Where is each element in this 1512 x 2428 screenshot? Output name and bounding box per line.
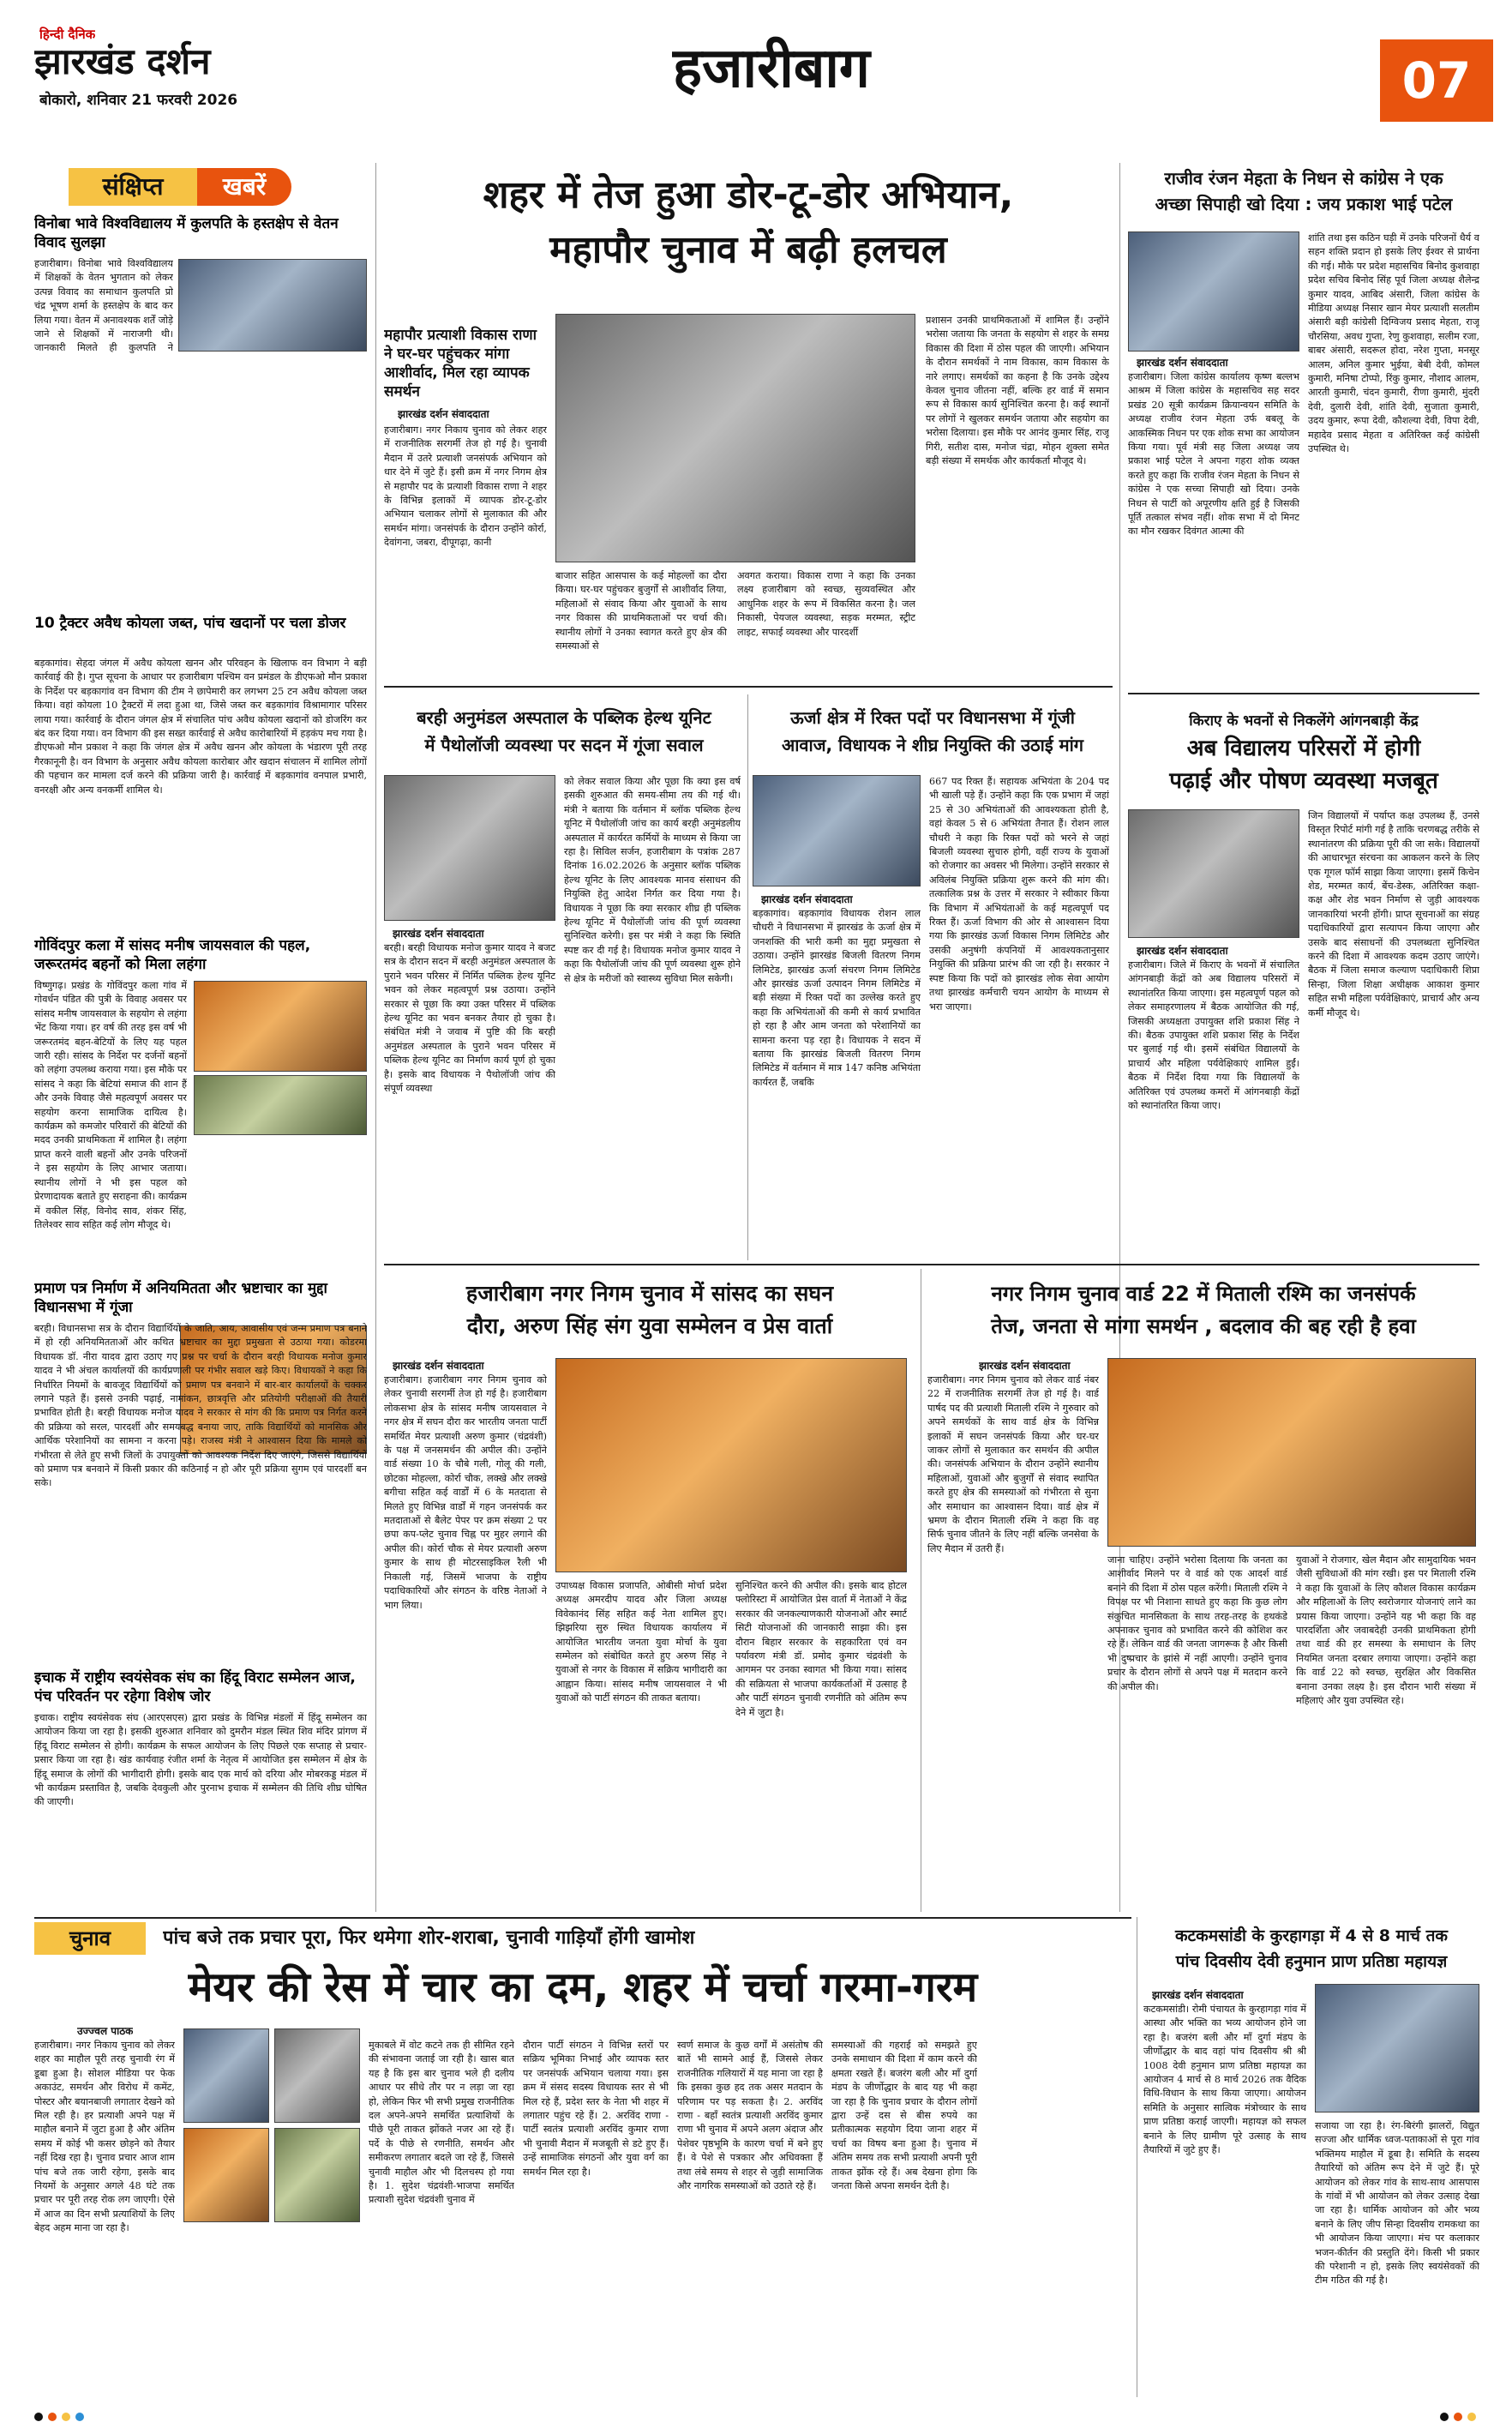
lead-headline-1: शहर में तेज हुआ डोर-टू-डोर अभियान, [483,173,1014,217]
brand-name: झारखंड दर्शन [34,40,211,82]
briefs-column [34,159,369,1908]
ticker-label: चुनाव [34,1922,146,1955]
mayor-col-3: दौरान पार्टी संगठन ने विभिन्न स्तरों पर सक्रिय भूमिका निभाई और व्यापक स्तर पर जनसंपर्क अभियान चलाया गया। इस क्रम में संसद सदस्य विधायक स्तर से भी मिल रहे हैं, प्रदेश स्तर के नेता भी शहर में लगातार पहुंच रहे हैं। 2. अरविंद राणा - पार्टी स्वतंत्र प्रत्याशी अरविंद कुमार राणा भी चुनावी मैदान में मजबूती से डटे हुए हैं। उन्हें सामाजिक संगठनों और युवा वर्ग का समर्थन मिल रहा है। [523,2040,669,2178]
anganwadi-headline-2: पढ़ाई और पोषण व्यवस्था मजबूत [1169,768,1438,794]
section-rule [384,1264,1479,1265]
footer-dot [34,2413,43,2421]
barhi-headline-2: में पैथोलॉजी व्यवस्था पर सदन में गूंजा सवाल [424,735,704,755]
mayor-byline: उज्ज्वल पाठक [77,2025,134,2037]
sansad-col-2: उपाध्यक्ष विकास प्रजापति, ओबीसी मोर्चा प्रदेश अध्यक्ष अमरदीप यादव और जिला अध्यक्ष विवेकानंद सिंह सहित कई नेता शामिल हुए। झिझरिया सुरु स्थित विधायक कार्यालय में आयोजित भारतीय जनता युवा मोर्चा के युवा सम्मेलन को संबोधित करते हुए अरुण सिंह ने युवाओं से नगर के विकास में सक्रिय भागीदारी का आह्वान किया। सांसद मनीष जायसवाल ने भी युवाओं को पार्टी संगठन की ताकत बताया। [555,1580,727,1704]
energy-byline: झारखंड दर्शन संवाददाता [761,893,853,905]
section-rule [34,1917,1131,1919]
mayor-col-4: स्वर्ण समाज के कुछ वर्गों में असंतोष की बातें भी सामने आई हैं, जिससे लेकर राजनीतिक गलियारों में यह माना जा रहा है कि इसका कुछ हद तक असर मतदान के परिणाम पर पड़ सकता है। 2. अरविंद राणा - बहाँ स्वतंत्र प्रत्याशी अरविंद कुमार राणा भी चुनाव में अपने अलग अंदाज और पेशेवर पृष्ठभूमि के कारण चर्चा में बने हुए हैं। वे पेशे से पत्रकार और अधिवक्ता हैं तथा लंबे समय से शहर से जुड़ी सामाजिक और नागरिक समस्याओं को उठाते रहे हैं। [677,2040,823,2192]
brief-photo [194,981,367,1072]
sansad-byline: झारखंड दर्शन संवाददाता [393,1360,484,1372]
briefs-label-b: खबरें [197,168,291,206]
kataka-photo [1315,1984,1479,2112]
energy-photo [753,775,921,886]
section-rule [384,686,1113,688]
footer-dot [48,2413,57,2421]
mitali-col-3: युवाओं ने रोजगार, खेल मैदान और सामुदायिक भवन जैसी सुविधाओं की मांग रखी। इस पर मिताली रश्मि ने कहा कि युवाओं के लिए कौशल विकास कार्यक्रम और महिलाओं के लिए स्वरोजगार योजनाएं लाने का प्रयास किया जाएगा। उन्होंने यह भी कहा कि वह पारदर्शिता और जवाबदेही उनकी प्राथमिकता होगी तथा वार्ड की हर समस्या के समाधान के लिए नियमित जनता दरबार लगाया जाएगा। उन्होंने कहा कि वार्ड 22 को स्वच्छ, सुरक्षित और विकसित बनाना उनका लक्ष्य है। इस दौरान भारी संख्या में महिलाएं और युवा उपस्थित रहे। [1296,1554,1476,1707]
ticker-bar [34,1922,1131,1955]
footer-dot [1440,2413,1449,2421]
mayor-candidate-photo [183,2028,269,2123]
mitali-col-1: हजारीबाग। नगर निगम चुनाव को लेकर वार्ड नंबर 22 में राजनीतिक सरगर्मी तेज हो गई है। वार्ड पार्षद पद की प्रत्याशी मिताली रश्मि ने गुरुवार को अपने समर्थकों के साथ वार्ड क्षेत्र के विभिन्न इलाकों में सघन जनसंपर्क किया और घर-घर जाकर लोगों से मुलाकात कर समर्थन की अपील की। जनसंपर्क अभियान के दौरान उन्होंने स्थानीय महिलाओं, युवाओं और बुजुर्गों से संवाद स्थापित करते हुए क्षेत्र की समस्याओं को गंभीरता से सुना और समाधान का आश्वासन दिया। वार्ड क्षेत्र में भ्रमण के दौरान मिताली रश्मि ने कहा कि वह सिर्फ चुनाव जीतने के लिए नहीं बल्कि जनसेवा के लिए मैदान में उतरी हैं। [927,1374,1099,1554]
lead-headline-2: महापौर चुनाव में बढ़ी हलचल [549,228,947,272]
rajiv-story [1128,159,1479,691]
energy-col-1: बड़कागांव। बड़कागांव विधायक रोशन लाल चौधरी ने विधानसभा में झारखंड के ऊर्जा क्षेत्र में जनशक्ति की भारी कमी का मुद्दा प्रमुखता से उठाया। उन्होंने झारखंड बिजली वितरण निगम लिमिटेड, झारखंड ऊर्जा संचरण निगम लिमिटेड और झारखंड ऊर्जा उत्पादन निगम लिमिटेड में बड़ी संख्या में रिक्त पदों का उल्लेख करते हुए कहा कि अभियंताओं की कमी से कार्य प्रभावित हो रहा है और आम जनता को परेशानियों का सामना करना पड़ रहा है। विधायक ने सदन में बताया कि झारखंड बिजली वितरण निगम लिमिटेड में वर्तमान में मात्र 147 कनिष्ठ अभियंता कार्यरत हैं, जबकि [753,908,921,1088]
brief-body-continued [34,357,367,614]
mayor-candidate-photo [183,2128,269,2222]
energy-col-2: 667 पद रिक्त हैं। सहायक अभियंता के 204 पद भी खाली पड़े हैं। उन्होंने कहा कि एक प्रभाग में जहां 25 से 30 अभियंताओं की आवश्यकता होती है, वहां केवल 5 से 6 अभियंता तैनात हैं। रोशन लाल चौधरी ने कहा कि रिक्त पदों को भरने से जहां बिजली व्यवस्था सुचारु होगी, वहीं राज्य के युवाओं को रोजगार का अवसर भी मिलेगा। उन्होंने सरकार से अविलंब नियुक्ति प्रक्रिया शुरू करने की मांग की। तत्कालिक प्रश्न के उत्तर में सरकार ने स्वीकार किया कि विभाग में अभियंताओं के कई महत्वपूर्ण पद रिक्त हैं। ऊर्जा विभाग की ओर से आश्वासन दिया गया कि झारखंड ऊर्जा विकास निगम लिमिटेड और उसकी अनुषंगी कंपनियों में आवश्यकतानुसार नियुक्ति की प्रक्रिया प्रारंभ की जा रही है। सरकार ने स्पष्ट किया कि पदों को झारखंड लोक सेवा आयोग तथा झारखंड कर्मचारी चयन आयोग के माध्यम से भरा जाएगा। [929,776,1109,1013]
brief-title: इचाक में राष्ट्रीय स्वयंसेवक संघ का हिंदू विराट सम्मेलन आज, पंच परिवर्तन पर रहेगा विशेष जोर [34,1669,356,1705]
mayor-col-2: मुकाबले में वोट कटने तक ही सीमित रहने की संभावना जताई जा रही है। खास बात यह है कि इस बार चुनाव भले ही दलीय आधार पर सीधे तौर पर न लड़ा जा रहा हो, लेकिन फिर भी सभी प्रमुख राजनीतिक दल अपने-अपने समर्थित प्रत्याशियों के पीछे पूरी ताकत झोंकते नजर आ रहे हैं। पर्दे के पीछे से रणनीति, समर्थन और समीकरण लगातार बदले जा रहे हैं, जिससे चुनावी माहौल और भी दिलचस्प हो गया है। 1. सुदेश चंद्रवंशी-भाजपा समर्थित प्रत्याशी सुदेश चंद्रवंशी चुनाव में [369,2040,514,2206]
column-divider [747,694,748,1260]
sansad-headline-2: दौरा, अरुण सिंह संग युवा सम्मेलन व प्रेस वार्ता [466,1313,833,1338]
footer-dots [34,2413,1483,2423]
mitali-photo [1107,1358,1476,1547]
lead-col-2: बाजार सहित आसपास के कई मोहल्लों का दौरा किया। घर-घर पहुंचकर बुजुर्गों से आशीर्वाद लिया, महिलाओं से संवाद किया और युवाओं के साथ नगर विकास की प्राथमिकताओं पर चर्चा की। स्थानीय लोगों ने उनका स्वागत करते हुए क्षेत्र की समस्याओं से [555,570,727,652]
brief-photo [178,259,367,352]
mitali-headline-2: तेज, जनता से मांगा समर्थन , बदलाव की बह रही है हवा [991,1314,1416,1338]
brief-body: विष्णुगढ़। प्रखंड के गोविंदपुर कला गांव में गोवर्धन पंडित की पुत्री के विवाह अवसर पर सांसद मनीष जायसवाल के सहयोग से लहंगा भेंट किया गया। हर वर्ष की तरह इस वर्ष भी जरूरतमंद बहन-बेटियों के लिए यह पहल जारी रही। सांसद के निर्देश पर दर्जनों बहनों को लहंगा उपलब्ध कराया गया। इस मौके पर सांसद ने कहा कि बेटियां समाज की शान हैं और उनके विवाह जैसे महत्वपूर्ण अवसर पर सहयोग करना सामाजिक दायित्व है। कार्यक्रम को कमजोर परिवारों की बेटियों की मदद उनकी प्राथमिकता में शामिल है। लहंगा प्राप्त करने वाली बहनों और उनके परिजनों ने इस सहयोग के लिए आभार जताया। स्थानीय लोगों ने भी इस पहल को प्रेरणादायक बताते हुए सराहना की। कार्यक्रम में वकील सिंह, विनोद साव, शंकर सिंह, तिलेश्वर साव सहित कई लोग मौजूद थे। [34,980,187,1230]
dateline: बोकारो, शनिवार 21 फरवरी 2026 [39,92,238,109]
lead-subhead: महापौर प्रत्याशी विकास राणा ने घर-घर पहुंचकर मांगा आशीर्वाद, मिल रहा व्यापक समर्थन [384,327,537,400]
lead-byline: झारखंड दर्शन संवाददाता [398,408,489,420]
rajiv-right: शांति तथा इस कठिन घड़ी में उनके परिजनों धैर्य व सहन शक्ति प्रदान हो इसके लिए ईश्वर से प्रार्थना की गई। मौके पर प्रदेश महासचिव बिनोद कुशवाहा प्रदेश सचिव बिनोद सिंह पूर्व जिला अध्यक्ष शैलेन्द्र कुमार यादव, आबिद अंसारी, जिला कांग्रेस के मीडिया अध्यक्ष निसार खान मेयर प्रत्याशी सलतीम अंसारी बड़ी कांग्रेसी दिग्विजय प्रसाद मेहता, राजू चौरसिया, अवध गुप्ता, रेणु कुशवाहा, सलीम रजा, बाबर अंसारी, सदरूल होदा, नरेश गुप्ता, मनसूर आलम, अनिल कुमार भुईया, बेबी देवी, कोमल कुमारी, मनिषा टोप्पो, रिंकु कुमार, नौशाद आलम, आरती कुमारी, चंदन कुमारी, रीणा कुमारी, मुंदरी देवी, दुलारी देवी, शांति देवी, सुजाता कुमारी, उदय कुमार, रूपा देवी, कौशल्या देवी, विपा देवी, महादेव प्रसाद मेहता व अतिरिक्त कई कांग्रेसी उपस्थित थे। [1308,232,1479,455]
mitali-col-2: जाना चाहिए। उन्होंने भरोसा दिलाया कि जनता का आशीर्वाद मिलने पर वे वार्ड को एक आदर्श वार्ड बनाने की दिशा में ठोस पहल करेंगी। मिताली रश्मि ने विपक्ष पर भी निशाना साधते हुए कहा कि कुछ लोग संकुचित मानसिकता के साथ तरह-तरह के हथकंडे अपनाकर चुनाव को प्रभावित करने की कोशिश कर रहे हैं। लेकिन वार्ड की जनता जागरूक है और किसी भी दुष्प्रचार के झांसे में नहीं आएगी। उन्होंने चुनाव प्रचार के दौरान लोगों से अपने पक्ष में मतदान करने की अपील की। [1107,1554,1287,1692]
anganwadi-left: हजारीबाग। जिले में किराए के भवनों में संचालित आंगनबाड़ी केंद्रों को अब विद्यालय परिसरों में स्थानांतरित किया जाएगा। इस महत्वपूर्ण पहल को लेकर समाहरणालय में बैठक आयोजित की गई, जिसकी अध्यक्षता उपायुक्त शशि प्रकाश सिंह ने की। बैठक उपायुक्त शशि प्रकाश सिंह के निर्देश पर बुलाई गई थी। इसमें संबंधित विद्यालयों के प्राचार्य और महिला पर्यवेक्षिकाएं शामिल हुईं। बैठक में निर्देश दिया गया कि विद्यालयों के अतिरिक्त एवं उपलब्ध कमरों में आंगनबाड़ी केंद्रों को स्थानांतरित किया जाए। [1128,959,1299,1112]
mitali-byline: झारखंड दर्शन संवाददाता [979,1360,1071,1372]
brief-title: गोविंदपुर कला में सांसद मनीष जायसवाल की पहल, जरूरतमंद बहनों को मिला लहंगा [34,937,311,973]
brief-title: विनोबा भावे विश्वविद्यालय में कुलपति के हस्तक्षेप से वेतन विवाद सुलझा [34,215,339,251]
lead-story [384,159,1113,674]
column-divider [375,163,376,1912]
anganwadi-kicker: किराए के भवनों से निकलेंगे आंगनबाड़ी केंद्र [1189,712,1419,730]
mayor-candidate-photo [274,2128,360,2222]
sansad-col-3: सुनिश्चित करने की अपील की। इसके बाद होटल फ्लोरिस्टा में आयोजित प्रेस वार्ता में नेताओं ने केंद्र सरकार की जनकल्याणकारी योजनाओं और स्मार्ट सिटी योजनाओं की जानकारी साझा की। इस दौरान बिहार सरकार के सहकारिता एवं वन पर्यावरण मंत्री डॉ. प्रमोद कुमार चंद्रवंशी के आगमन पर उनका स्वागत भी किया गया। सांसद की सक्रियता से भाजपा कार्यकर्ताओं में उत्साह है और पार्टी संगठन चुनावी रणनीति को अंतिम रूप देने में जुटा है। [735,1580,907,1718]
kataka-col-2: सजाया जा रहा है। रंग-बिरंगी झालरों, विद्युत सज्जा और धार्मिक ध्वज-पताकाओं से पूरा गांव भक्तिमय माहौल में डूबा है। समिति के सदस्य तैयारियों को अंतिम रूप देने में जुटे हैं। पूरे आयोजन को लेकर गांव के साथ-साथ आसपास के गांवों में भी आयोजन को लेकर उत्साह देखा जा रहा है। धार्मिक आयोजन को और भव्य बनाने के लिए जीप सिन्हा दिवसीय रामकथा का भी आयोजन किया जाएगा। मंच पर कलाकार भजन-कीर्तन की प्रस्तुति देंगे। किसी भी प्रकार की परेशानी न हो, इसके लिए स्वयंसेवकों की टीम गठित की गई है। [1315,2120,1479,2287]
footer-dot [1467,2413,1476,2421]
barhi-headline-1: बरही अनुमंडल अस्पताल के पब्लिक हेल्थ यूनिट [417,707,711,728]
mayor-col-5: समस्याओं की गहराई को समझते हुए उनके समाधान की दिशा में काम करने की क्षमता रखते हैं। बजरंग बली और माँ दुर्गा मंडप के जीर्णोद्धार के बाद यह भी कहा जा रहा है कि चुनाव प्रचार के दौरान लोगों द्वारा उन्हें दस से बीस रुपये का प्रतीकात्मक सहयोग दिया जाना शहर में चर्चा का विषय बना हुआ है। चुनाव में अंतिम समय तक सभी प्रत्याशी अपनी पूरी ताकत झोंक रहे हैं। अब देखना होगा कि जनता किसे अपना समर्थन देती है। [831,2040,977,2192]
mayor-col-1: हजारीबाग। नगर निकाय चुनाव को लेकर शहर का माहौल पूरी तरह चुनावी रंग में डूबा हुआ है। सोशल मीडिया पर फेक अकाउंट, समर्थन और विरोध में कमेंट, पोस्टर और बयानबाजी लगातार देखने को मिल रही है। हर प्रत्याशी अपने पक्ष में माहौल बनाने में जुटा हुआ है और अंतिम समय में कोई भी कसर छोड़ने को तैयार नहीं दिख रहा है। चुनाव प्रचार आज शाम पांच बजे तक जारी रहेगा, इसके बाद नियमों के अनुसार अगले 48 घंटे तक प्रचार पर पूरी तरह रोक लग जाएगी। ऐसे में आज का दिन सभी प्रत्याशियों के लिए बेहद अहम माना जा रहा है। [34,2040,175,2234]
lead-col-1: हजारीबाग। नगर निकाय चुनाव को लेकर शहर में राजनीतिक सरगर्मी तेज हो गई है। चुनावी मैदान में उतरे प्रत्याशी जनसंपर्क अभियान को धार देने में जुटे हैं। इसी क्रम में नगर निगम क्षेत्र से महापौर पद के प्रत्याशी विकास राणा ने शहर के विभिन्न इलाकों में व्यापक डोर-टू-डोर अभियान चलाकर लोगों से मुलाकात की और समर्थन मांगा। जनसंपर्क के दौरान उन्होंने कोर्रा, देवांगना, जबरा, दीपूगढ़ा, कानी [384,424,547,549]
rajiv-byline: झारखंड दर्शन संवाददाता [1137,357,1228,369]
kataka-col-1: कटकमसांडी। रोमी पंचायत के कुरहागड़ा गांव में आस्था और भक्ति का भव्य आयोजन होने जा रहा है। बजरंग बली और माँ दुर्गा मंडप के जीर्णोद्धार के बाद वहां पांच दिवसीय श्री श्री 1008 देवी हनुमान प्राण प्रतिष्ठा महायज्ञ का आयोजन 4 मार्च से 8 मार्च 2026 तक वैदिक विधि-विधान के साथ किया जाएगा। आयोजन समिति के अनुसार सात्विक मंत्रोच्चार के साथ प्राण प्रतिष्ठा कराई जाएगी। महायज्ञ को सफल बनाने के लिए ग्रामीण पूरे उत्साह के साथ तैयारियों में जुटे हुए हैं। [1143,2004,1306,2156]
mitali-story [927,1269,1479,1912]
lead-col-3: अवगत कराया। विकास राणा ने कहा कि उनका लक्ष्य हजारीबाग को स्वच्छ, सुव्यवस्थित और आधुनिक शहर के रूप में विकसित करना है। जल निकासी, पेयजल व्यवस्था, सड़क मरम्मत, स्ट्रीट लाइट, सफाई व्यवस्था और पारदर्शी [737,570,915,638]
kataka-headline-2: पांच दिवसीय देवी हनुमान प्राण प्रतिष्ठा महायज्ञ [1175,1952,1448,1971]
brief-title: प्रमाण पत्र निर्माण में अनियमितता और भ्रष्टाचार का मुद्दा विधानसभा में गूंजा [34,1280,327,1316]
brief-title: 10 ट्रैक्टर अवैध कोयला जब्त, पांच खदानों पर चला डोजर [34,615,346,632]
lead-col-4: प्रशासन उनकी प्राथमिकताओं में शामिल हैं। उन्होंने भरोसा जताया कि जनता के सहयोग से शहर के समग्र विकास की दिशा में ठोस पहल की जाएगी। अभियान के दौरान समर्थकों ने नाम विकास, काम विकास के नारे लगाए। समर्थकों का कहना है कि उनके उद्देश्य केवल चुनाव जीतना नहीं, बल्कि हर वार्ड में समान रूप से विकास कार्य सुनिश्चित करना है। कई स्थानों पर लोगों ने खुलकर समर्थन जताया और सहयोग का भरोसा दिलाया। इस मौके पर आनंद कुमार सिंह, राजू गिरी, सतीश दास, मनोज चंद्रा, मोहन शुक्ला समेत बड़ी संख्या में समर्थक और कार्यकर्ता मौजूद थे। [926,315,1109,467]
brief-photo [194,1075,367,1135]
masthead [0,0,1512,129]
rajiv-photo [1128,231,1299,352]
brief-body: इचाक। राष्ट्रीय स्वयंसेवक संघ (आरएसएस) द्वारा प्रखंड के विभिन्न मंडलों में हिंदू सम्मेलन का आयोजन किया जा रहा है। इसकी शुरुआत शनिवार को दुमरौन मंडल स्थित शिव मंदिर प्रांगण में हिंदू विराट सम्मेलन से होगी। कार्यक्रम के सफल आयोजन के लिए पिछले एक सप्ताह से प्रचार-प्रसार किया जा रहा है। खंड कार्यवाह रंजीत शर्मा के नेतृत्व में आयोजित इस सम्मेलन में क्षेत्र के हिंदू समाज के लोगों की भागीदारी होगी। इसके बाद एक मार्च को दरिया और मोबरकड्ड मंडल में भी कार्यक्रम प्रस्तावित है, जबकि देवकुली और पुरनाभ इचाक में सम्मेलन की तिथि शीघ्र घोषित की जाएगी। [34,1712,367,1808]
sansad-col-1: हजारीबाग। हजारीबाग नगर निगम चुनाव को लेकर चुनावी सरगर्मी तेज हो गई है। हजारीबाग लोकसभा क्षेत्र के सांसद मनीष जायसवाल ने नगर क्षेत्र में सघन दौरा कर भारतीय जनता पार्टी समर्थित मेयर प्रत्याशी अरुण कुमार (चंद्रवंशी) के पक्ष में जनसमर्थन की अपील की। उन्होंने वार्ड संख्या 10 के चौबे गली, गोलू की गली, छोटका मोहल्ला, कोर्रा चौक, लक्खे और लक्खे बगीचा सहित कई वार्डों में 6 के मतदाता से मिलते हुए विभिन्न वार्डों में गहन जनसंपर्क कर मतदाताओं से बैलेट पेपर पर क्रम संख्या 2 पर छपा कप-प्लेट चुनाव चिह्न पर मुहर लगाने की अपील की। कोर्रा चौक से मेयर प्रत्याशी अरुण कुमार के साथ ही मोटरसाइकिल रैली भी निकाली गई, जिसमें भाजपा के राष्ट्रीय पदाधिकारियों और संगठन के वरिष्ठ नेताओं ने भाग लिया। [384,1374,547,1611]
mayor-headline: मेयर की रेस में चार का दम, शहर में चर्चा गरमा-गरम [188,1963,978,2011]
briefs-label [69,168,351,206]
rajiv-headline-1: राजीव रंजन मेहता के निधन से कांग्रेस ने एक [1164,168,1443,189]
footer-dot [1454,2413,1462,2421]
mayor-story [34,1960,1131,2406]
kataka-story [1143,1920,1479,2409]
mitali-headline-1: नगर निगम चुनाव वार्ड 22 में मिताली रश्मि का जनसंपर्क [991,1282,1416,1306]
sansad-story [384,1269,915,1912]
barhi-byline: झारखंड दर्शन संवाददाता [393,928,484,940]
anganwadi-right: जिन विद्यालयों में पर्याप्त कक्ष उपलब्ध हैं, उनसे विस्तृत रिपोर्ट मांगी गई है ताकि चरणबद्ध तरीके से स्थानांतरण की प्रक्रिया पूरी की जा सके। विद्यालयों की आधारभूत संरचना का आकलन करने के लिए एक गूगल फॉर्म साझा किया जाएगा। इसमें किचेन शेड, मरम्मत कार्य, बेंच-डेस्क, अतिरिक्त कक्षा-कक्ष और शेड भवन निर्माण से जुड़ी आवश्यक जानकारियां भरनी होंगी। प्राप्त सूचनाओं का संग्रह पदाधिकारियों द्वारा सत्यापन किया जाएगा और उसके बाद संसाधनों की उपलब्धता सुनिश्चित करने की दिशा में आवश्यक कदम उठाए जाएंगे। बैठक में जिला समाज कल्याण पदाधिकारी शिप्रा सिन्हा, जिला शिक्षा अधीक्षक आकाश कुमार सहित सभी महिला पर्यवेक्षिकाएं, प्राचार्य और अन्य कर्मी मौजूद थे। [1308,810,1479,1019]
rajiv-headline-2: अच्छा सिपाही खो दिया : जय प्रकाश भाई पटेल [1155,194,1453,214]
section-rule [1128,693,1479,694]
ticker-text: पांच बजे तक प्रचार पूरा, फिर थमेगा शोर-शराबा, चुनावी गाड़ियाँ होंगी खामोश [163,1927,695,1949]
brief-body: हजारीबाग। विनोबा भावे विश्वविद्यालय में शिक्षकों के वेतन भुगतान को लेकर उत्पन्न विवाद का समाधान कुलपति प्रो चंद्र भूषण शर्मा के हस्तक्षेप के बाद कर लिया गया। वेतन में अनावश्यक शर्तें जोड़े जाने से शिक्षकों में नाराजगी थी। जानकारी मिलते ही कुलपति ने [34,258,173,353]
anganwadi-byline: झारखंड दर्शन संवाददाता [1137,945,1228,957]
energy-headline-2: आवाज, विधायक ने शीघ्र नियुक्ति की उठाई मांग [781,735,1084,755]
anganwadi-photo [1128,809,1299,938]
mayor-candidate-photo [274,2028,360,2123]
barhi-col-1: बरही। बरही विधायक मनोज कुमार यादव ने बजट सत्र के दौरान सदन में बरही अनुमंडल अस्पताल के पुराने भवन परिसर में निर्मित पब्लिक हेल्थ यूनिट भवन को लेकर महत्वपूर्ण प्रश्न उठाया। उन्होंने सरकार से पूछा कि क्या उक्त परिसर में पब्लिक हेल्थ यूनिट का भवन बनकर तैयार हो चुका है। संबंधित मंत्री ने जवाब में पुष्टि की कि बरही अनुमंडल अस्पताल के पुराने भवन परिसर में पब्लिक हेल्थ यूनिट का निर्माण कार्य पूर्ण हो चुका है। इसके बाद विधायक ने पैथोलॉजी जांच की संपूर्ण व्यवस्था [384,942,555,1095]
anganwadi-headline-1: अब विद्यालय परिसरों में होगी [1186,736,1421,761]
energy-headline-1: ऊर्जा क्षेत्र में रिक्त पदों पर विधानसभा में गूंजी [790,707,1075,728]
kataka-headline-1: कटकमसांडी के कुरहागड़ा में 4 से 8 मार्च तक [1174,1926,1449,1945]
kataka-byline: झारखंड दर्शन संवाददाता [1152,1989,1244,2001]
section-title: हजारीबाग [673,36,870,100]
anganwadi-story [1128,696,1479,1262]
footer-dot [75,2413,84,2421]
rajiv-left: हजारीबाग। जिला कांग्रेस कार्यालय कृष्ण बल्लभ आश्रम में जिला कांग्रेस के महासचिव सह सदर प्रखंड 20 सूत्री कार्यक्रम क्रियान्वयन समिति के अध्यक्ष राजीव रंजन मेहता उर्फ बबलू के आकस्मिक निधन पर एक शोक सभा का आयोजन किया गया। पूर्व मंत्री सह जिला अध्यक्ष जय प्रकाश भाई पटेल ने अपना गहरा शोक व्यक्त करते हुए कहा कि राजीव रंजन मेहता के निधन से कांग्रेस ने एक सच्चा सिपाही खो दिया। उनके निधन से पार्टी को अपूरणीय क्षति हुई है जिसकी पूर्ति तत्काल संभव नहीं। शोक सभा में दो मिनट का मौन रखकर दिवंगत आत्मा की [1128,371,1299,538]
footer-dot [62,2413,70,2421]
barhi-col-2: को लेकर सवाल किया और पूछा कि क्या इस वर्ष इसकी शुरुआत की समय-सीमा तय की गई थी। मंत्री ने बताया कि वर्तमान में ब्लॉक पब्लिक हेल्थ यूनिट में पैथोलॉजी जांच का कार्य बरही अनुमंडलीय अस्पताल में कार्यरत कर्मियों के माध्यम से किया जा रहा है। सिविल सर्जन, हजारीबाग के पत्रांक 287 दिनांक 16.02.2026 के अनुसार ब्लॉक पब्लिक हेल्थ यूनिट के लिए आवश्यक मानव संसाधन की नियुक्ति हेतु आदेश निर्गत कर दिया गया है। विधायक ने पूछा कि क्या सरकार शीघ्र ही पब्लिक हेल्थ यूनिट में पैथोलॉजी जांच की पूर्ण व्यवस्था सुनिश्चित करेगी। इस पर मंत्री ने कहा कि स्थिति स्पष्ट कर दी गई है। विधायक मनोज कुमार यादव ने कहा कि पैथोलॉजी जांच की पूर्ण व्यवस्था शुरू होने से क्षेत्र के मरीजों को स्वास्थ्य सुविधा मिल सकेगी। [564,776,741,984]
brief-body: बरही। विधानसभा सत्र के दौरान विद्यार्थियों के जाति, आय, आवासीय एवं जन्म प्रमाण पत्र बनाने में हो रही अनियमितताओं और कथित भ्रष्टाचार का मुद्दा प्रमुखता से उठाया गया। कोडरमा विधायक डॉ. नीरा यादव द्वारा उठाए गए प्रश्न पर चर्चा के दौरान बरही विधायक मनोज कुमार यादव ने भी अंचल कार्यालयों की कार्यप्रणाली पर गंभीर सवाल खड़े किए। विधायकों ने कहा कि निर्धारित नियमों के बावजूद विद्यार्थियों को प्रमाण पत्र बनवाने में बार-बार कार्यालयों के चक्कर लगाने पड़ते हैं। इससे उनकी पढ़ाई, नामांकन, छात्रवृत्ति और प्रतियोगी परीक्षाओं की तैयारी प्रभावित होती है। बरही विधायक मनोज यादव ने सरकार से मांग की कि प्रमाण पत्र निर्गत करने की प्रक्रिया को सरल, पारदर्शी और समयबद्ध बनाया जाए, ताकि विद्यार्थियों को मानसिक और आर्थिक परेशानियों का सामना न करना पड़े। राजस्व मंत्री ने आश्वासन दिया कि मामले को गंभीरता से लेते हुए सभी जिलों के उपायुक्तों को आवश्यक निर्देश दिए जाएंगे, जिससे विद्यार्थियों को प्रमाण पत्र बनवाने में किसी प्रकार की कठिनाई न हो और पूरी प्रक्रिया सुगम एवं पारदर्शी बन सके। [34,1323,367,1489]
briefs-label-a: संक्षिप्त [69,168,197,206]
lead-photo [555,314,915,562]
brand-small: हिन्दी दैनिक [39,27,96,42]
sansad-photo [555,1358,907,1572]
sansad-headline-1: हजारीबाग नगर निगम चुनाव में सांसद का सघन [465,1281,834,1306]
brief-body: बड़कागांव। सेहदा जंगल में अवैध कोयला खनन और परिवहन के खिलाफ वन विभाग ने बड़ी कार्रवाई की है। गुप्त सूचना के आधार पर हजारीबाग पश्चिम वन प्रमंडल के डीएफओ मौन प्रकाश के निर्देश पर बड़कागांव वन विभाग की टीम ने छापेमारी कर लगभग 25 टन अवैध कोयला जब्त किया। वहां कोयला 10 ट्रैक्टरों में लदा हुआ था, जिसे जब्त कर बड़कागांव विश्रामागार परिसर लाया गया। कार्रवाई के दौरान जंगल क्षेत्र में संचालित पांच अवैध कोयला खदानों को डोजरिंग कर बंद कर दिया गया। वन विभाग की इस सख्त कार्रवाई से अवैध कारोबारियों में हड़कंप मच गया है। डीएफओ मौन प्रकाश ने कहा कि जंगल क्षेत्र में अवैध खनन और कोयला के भंडारण पूरी तरह गैरकानूनी है। वन विभाग के अनुसार अवैध कोयला कारोबार और खदान संचालन में शामिल लोगों की पहचान कर मामला दर्ज करने की प्रक्रिया जारी है। कार्रवाई में बड़कागांव वनपाल प्रभारी, वनरक्षी और अन्य वनकर्मी शामिल थे। [34,658,367,796]
barhi-photo [384,775,555,921]
page-number: 07 [1380,39,1493,122]
